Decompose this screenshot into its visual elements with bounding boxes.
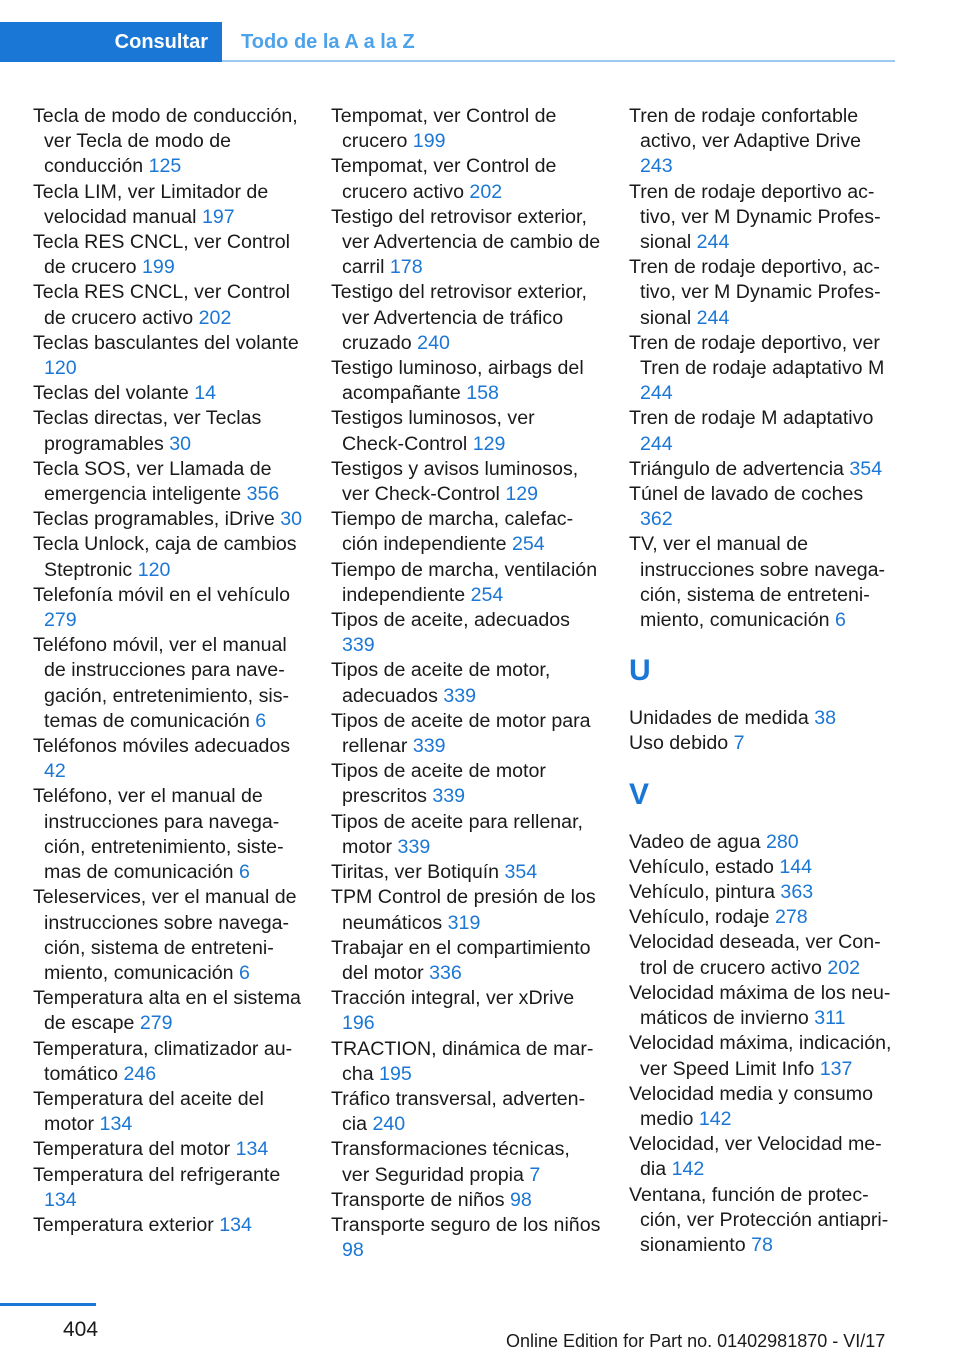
index-entry xyxy=(33,784,303,885)
top-navigation-bar xyxy=(0,22,895,62)
index-entry xyxy=(331,280,601,356)
tab-consultar[interactable]: Consultar xyxy=(0,22,222,62)
index-entry-page-link[interactable]: 134 xyxy=(235,1138,269,1161)
index-entry xyxy=(629,180,899,256)
tab-section-title[interactable]: Todo de la A a la Z xyxy=(241,30,415,53)
index-entry-page-link[interactable]: 240 xyxy=(417,331,450,354)
index-entry xyxy=(33,230,303,280)
index-entry xyxy=(629,457,899,482)
index-entry-text: TPM Control de presión de los neumáticos xyxy=(331,886,596,934)
index-entry-page-link[interactable]: 120 xyxy=(44,357,77,380)
index-entry xyxy=(331,558,601,608)
index-entry xyxy=(629,104,899,180)
index-entry-text: Temperatura exterior xyxy=(33,1213,214,1236)
index-entry xyxy=(629,1082,899,1132)
index-entry-text: Tempomat, ver Control de crucero xyxy=(331,105,557,153)
index-entry xyxy=(629,855,899,880)
index-entry xyxy=(33,532,303,582)
index-entry-text: Teléfonos móviles adecuados xyxy=(33,735,291,758)
index-entry-text: Transporte seguro de los niños xyxy=(331,1213,601,1236)
index-entry-text: Temperatura del aceite del motor xyxy=(33,1087,264,1136)
index-entry-page-link[interactable]: 202 xyxy=(469,180,503,203)
index-entry-page-link[interactable]: 254 xyxy=(511,533,545,556)
index-entry xyxy=(33,280,303,330)
index-entry-page-link[interactable]: 6 xyxy=(238,961,250,984)
index-column-3 xyxy=(629,104,899,1258)
index-entry-text: Tecla Unlock, caja de cambios Steptronic xyxy=(33,533,297,581)
index-entry-page-link[interactable]: 244 xyxy=(696,306,730,329)
index-entry-page-link[interactable]: 129 xyxy=(472,432,506,455)
index-entry-page-link[interactable]: 339 xyxy=(342,634,375,657)
index-entry-page-link[interactable]: 196 xyxy=(342,1012,375,1035)
index-entry-text: Tipos de aceite para rellenar, motor xyxy=(331,810,583,858)
index-entry-text: Teclas del volante xyxy=(33,382,189,405)
index-entry xyxy=(33,457,303,507)
index-entry xyxy=(331,810,601,860)
index-entry xyxy=(33,1037,303,1087)
index-entry-text: Unidades de medida xyxy=(629,707,809,730)
index-entry-page-link[interactable]: 279 xyxy=(139,1012,173,1035)
index-entry-page-link[interactable]: 144 xyxy=(779,855,813,878)
index-entry-text: Velocidad media y consumo medio xyxy=(629,1082,873,1130)
index-entry-page-link[interactable]: 7 xyxy=(529,1163,541,1186)
index-entry xyxy=(33,734,303,784)
index-entry-text: Teclas programables, iDrive xyxy=(33,508,275,531)
index-entry xyxy=(331,1137,601,1187)
index-column-1 xyxy=(33,104,303,1238)
index-entry-text: Telefonía móvil en el vehículo xyxy=(33,583,291,606)
index-entry-text: Tipos de aceite de motor para rellenar xyxy=(331,709,591,758)
index-entry xyxy=(331,608,601,658)
index-entry xyxy=(331,507,601,557)
index-entry xyxy=(331,356,601,406)
index-entry-text: Uso debido xyxy=(629,732,729,755)
index-entry xyxy=(331,104,601,154)
index-entry-page-link[interactable]: 354 xyxy=(504,861,538,884)
index-entry-page-link[interactable]: 42 xyxy=(44,760,66,783)
index-entry-page-link[interactable]: 158 xyxy=(466,382,499,405)
index-entry-text: Vehículo, pintura xyxy=(629,881,775,904)
index-entry-page-link[interactable]: 7 xyxy=(733,732,745,755)
index-entry-text: Tiritas, ver Botiquín xyxy=(331,861,500,884)
index-entry-text: Temperatura del motor xyxy=(33,1138,231,1161)
index-entry xyxy=(331,457,601,507)
index-entry xyxy=(331,986,601,1036)
index-entry xyxy=(331,205,601,281)
index-entry-page-link[interactable]: 6 xyxy=(238,861,250,884)
index-entry-page-link[interactable]: 336 xyxy=(429,961,462,984)
index-entry-page-link[interactable]: 98 xyxy=(342,1239,364,1262)
index-entry-page-link[interactable]: 134 xyxy=(44,1188,77,1211)
index-entry-page-link[interactable]: 197 xyxy=(201,205,235,228)
index-entry-page-link[interactable]: 202 xyxy=(198,306,232,329)
index-entry-page-link[interactable]: 339 xyxy=(412,735,446,758)
index-entry xyxy=(331,406,601,456)
index-entry xyxy=(331,658,601,708)
index-entry xyxy=(629,830,899,855)
index-entry xyxy=(629,880,899,905)
index-entry-text: Tracción integral, ver xDrive xyxy=(331,987,575,1010)
index-entry-page-link[interactable]: 244 xyxy=(640,382,673,405)
index-entry-page-link[interactable]: 243 xyxy=(640,155,673,178)
index-entry xyxy=(629,1132,899,1182)
index-entry-page-link[interactable]: 98 xyxy=(510,1188,532,1211)
index-entry xyxy=(629,255,899,331)
index-entry-page-link[interactable]: 363 xyxy=(780,881,814,904)
index-entry-text: TV, ver el manual de instrucciones sobre navegación, sistema de entretenimiento, comunicación xyxy=(629,533,886,632)
index-entry-text: Velocidad máxima de los neumáticos de invierno xyxy=(629,981,891,1030)
index-entry xyxy=(331,885,601,935)
index-entry-page-link[interactable]: 134 xyxy=(219,1213,252,1236)
index-entry-text: Vadeo de agua xyxy=(629,830,761,853)
index-entry-text: Temperatura del refrigerante xyxy=(33,1163,281,1186)
index-entry xyxy=(33,583,303,633)
index-entry xyxy=(33,1163,303,1213)
index-entry xyxy=(331,1087,601,1137)
index-entry-text: Tren de rodaje confortable activo, ver Adaptive Drive xyxy=(629,105,862,153)
index-entry-text: Trabajar en el compartimiento del motor xyxy=(331,936,591,984)
index-entry-text: Tiempo de marcha, ventilación independiente xyxy=(331,558,598,606)
index-entry-text: Túnel de lavado de coches xyxy=(629,483,864,506)
index-entry xyxy=(33,381,303,406)
index-entry-text: Transporte de niños xyxy=(331,1188,505,1211)
index-entry-text: Ventana, función de protección, ver Protección antiaprisionamiento xyxy=(629,1183,889,1256)
index-entry xyxy=(331,860,601,885)
index-entry xyxy=(33,1213,303,1238)
index-entry-text: Tráfico transversal, advertencia xyxy=(331,1087,586,1136)
index-entry-page-link[interactable]: 246 xyxy=(123,1062,157,1085)
index-entry xyxy=(33,986,303,1036)
index-entry-page-link[interactable]: 134 xyxy=(99,1113,133,1136)
index-entry-page-link[interactable]: 38 xyxy=(814,707,836,730)
index-entry-page-link[interactable]: 339 xyxy=(397,835,431,858)
index-entry-page-link[interactable]: 339 xyxy=(443,684,477,707)
index-entry-text: Teclas directas, ver Teclas programables xyxy=(33,407,262,455)
index-entry-page-link[interactable]: 356 xyxy=(246,483,280,506)
index-entry xyxy=(331,709,601,759)
index-entry-text: Velocidad máxima, indicación, ver Speed Limit Info xyxy=(629,1032,892,1080)
index-entry-page-link[interactable]: 195 xyxy=(379,1062,412,1085)
index-entry xyxy=(629,930,899,980)
index-entry-page-link[interactable]: 30 xyxy=(169,432,192,455)
index-entry xyxy=(629,331,899,407)
index-entry xyxy=(33,1137,303,1162)
index-entry-text: Tren de rodaje deportivo activo, ver M Dynamic Professional xyxy=(629,180,881,254)
index-entry-text: Triángulo de advertencia xyxy=(629,457,844,480)
index-entry-page-link[interactable]: 240 xyxy=(372,1113,406,1136)
index-entry-text: Velocidad, ver Velocidad media xyxy=(629,1133,882,1181)
index-entry xyxy=(33,633,303,734)
index-entry-page-link[interactable]: 142 xyxy=(698,1107,732,1130)
index-entry xyxy=(33,180,303,230)
index-entry xyxy=(629,905,899,930)
index-entry-text: Tren de rodaje deportivo, activo, ver M Dynamic Professional xyxy=(629,256,881,329)
index-entry xyxy=(331,936,601,986)
index-entry-page-link[interactable]: 137 xyxy=(819,1057,853,1080)
index-entry xyxy=(629,981,899,1031)
index-entry xyxy=(331,1213,601,1263)
index-entry-text: Temperatura alta en el sistema de escape xyxy=(33,987,301,1035)
index-entry-page-link[interactable]: 202 xyxy=(827,956,861,979)
index-entry-page-link[interactable]: 6 xyxy=(834,609,846,632)
section-letter-u: U xyxy=(629,654,651,688)
index-entry-text: Testigos y avisos luminosos, ver Check-Control xyxy=(331,457,579,506)
index-entry xyxy=(331,1188,601,1213)
index-entry xyxy=(33,1087,303,1137)
index-entry-text: TRACTION, dinámica de marcha xyxy=(331,1037,594,1085)
index-entry-page-link[interactable]: 30 xyxy=(280,508,302,531)
index-entry-page-link[interactable]: 254 xyxy=(470,583,504,606)
index-entry-page-link[interactable]: 311 xyxy=(814,1007,846,1030)
index-entry xyxy=(629,1183,899,1259)
index-entry-text: Transformaciones técnicas, ver Seguridad propia xyxy=(331,1138,570,1186)
index-entry-text: Tipos de aceite de motor prescritos xyxy=(331,760,546,808)
index-entry-text: Testigo luminoso, airbags del acompañante xyxy=(331,357,584,405)
index-entry-text: Tecla RES CNCL, ver Control de crucero xyxy=(33,231,290,279)
index-entry-text: Testigo del retrovisor exterior, ver Advertencia de cambio de carril xyxy=(331,205,601,279)
index-entry xyxy=(629,1031,899,1081)
index-entry-page-link[interactable]: 199 xyxy=(412,130,446,153)
index-entry-text: Teléfono, ver el manual de instrucciones para navegación, entretenimiento, sistemas de comunicación xyxy=(33,785,284,884)
index-entry xyxy=(33,331,303,381)
index-entry-text: Tempomat, ver Control de crucero activo xyxy=(331,155,557,203)
index-entry-text: Tipos de aceite, adecuados xyxy=(331,609,570,632)
index-entry xyxy=(33,885,303,986)
index-entry-text: Teleservices, ver el manual de instrucciones sobre navegación, sistema de entretenimiento, comunicación xyxy=(33,886,297,984)
index-entry-text: Velocidad deseada, ver Control de crucero activo xyxy=(629,931,881,979)
section-letter-v: V xyxy=(629,777,650,811)
index-entry-text: Vehículo, estado xyxy=(629,855,774,878)
page-number: 404 xyxy=(63,1318,99,1341)
index-entry-text: Tecla RES CNCL, ver Control de crucero activo xyxy=(33,281,290,329)
index-entry xyxy=(331,759,601,809)
index-entry xyxy=(331,1037,601,1087)
index-entry-page-link[interactable]: 178 xyxy=(389,256,423,279)
index-entry-page-link[interactable]: 278 xyxy=(774,906,808,929)
index-entry xyxy=(629,406,899,456)
index-entry-page-link[interactable]: 280 xyxy=(765,830,799,853)
index-entry-page-link[interactable]: 129 xyxy=(505,483,539,506)
index-entry-text: Teclas basculantes del volante xyxy=(33,331,299,354)
index-entry-page-link[interactable]: 362 xyxy=(640,508,673,531)
index-entry-text: Tipos de aceite de motor, adecuados xyxy=(331,659,551,707)
index-entry-page-link[interactable]: 319 xyxy=(447,911,481,934)
index-entry xyxy=(629,731,899,756)
index-entry-page-link[interactable]: 125 xyxy=(148,155,182,178)
index-entry-page-link[interactable]: 244 xyxy=(696,231,730,254)
index-entry-text: Tren de rodaje deportivo, ver Tren de rodaje adaptativo M xyxy=(629,331,885,380)
footer-accent-line xyxy=(0,1303,96,1306)
index-entry-page-link[interactable]: 142 xyxy=(671,1158,705,1181)
index-column-2 xyxy=(331,104,601,1263)
index-entry-page-link[interactable]: 354 xyxy=(849,457,883,480)
index-entry xyxy=(331,154,601,204)
index-entry-page-link[interactable]: 199 xyxy=(142,256,175,279)
index-entry xyxy=(629,706,899,731)
index-entry-text: Tiempo de marcha, calefacción independiente xyxy=(331,508,574,556)
index-entry-text: Vehículo, rodaje xyxy=(629,906,770,929)
edition-text: Online Edition for Part no. 01402981870 - VI/17 xyxy=(506,1331,886,1351)
index-entry-text: Testigos luminosos, ver Check-Control xyxy=(331,407,535,455)
index-entry-text: Tren de rodaje M adaptativo xyxy=(629,407,874,430)
index-entry-text: Tecla de modo de conducción, ver Tecla de modo de conducción xyxy=(33,105,298,178)
index-entry-text: Teléfono móvil, ver el manual de instrucciones para navegación, entretenimiento, sistemas de comunicación xyxy=(33,634,290,732)
index-entry-page-link[interactable]: 78 xyxy=(751,1233,773,1256)
index-entry-page-link[interactable]: 244 xyxy=(640,432,673,455)
index-entry-page-link[interactable]: 6 xyxy=(255,709,267,732)
index-entry-text: Temperatura, climatizador automático xyxy=(33,1037,293,1085)
header-divider xyxy=(222,60,895,62)
index-entry xyxy=(33,507,303,532)
index-entry xyxy=(629,532,899,633)
index-entry-text: Tecla SOS, ver Llamada de emergencia inteligente xyxy=(33,457,272,506)
index-entry xyxy=(33,406,303,456)
index-entry-text: Tecla LIM, ver Limitador de velocidad manual xyxy=(33,180,269,228)
index-entry-page-link[interactable]: 120 xyxy=(137,558,171,581)
index-entry-page-link[interactable]: 14 xyxy=(194,382,217,405)
index-entry xyxy=(33,104,303,180)
index-entry-page-link[interactable]: 339 xyxy=(432,785,466,808)
index-entry-page-link[interactable]: 279 xyxy=(44,609,77,632)
index-entry xyxy=(629,482,899,532)
index-entry-text: Testigo del retrovisor exterior, ver Advertencia de tráfico cruzado xyxy=(331,281,587,354)
